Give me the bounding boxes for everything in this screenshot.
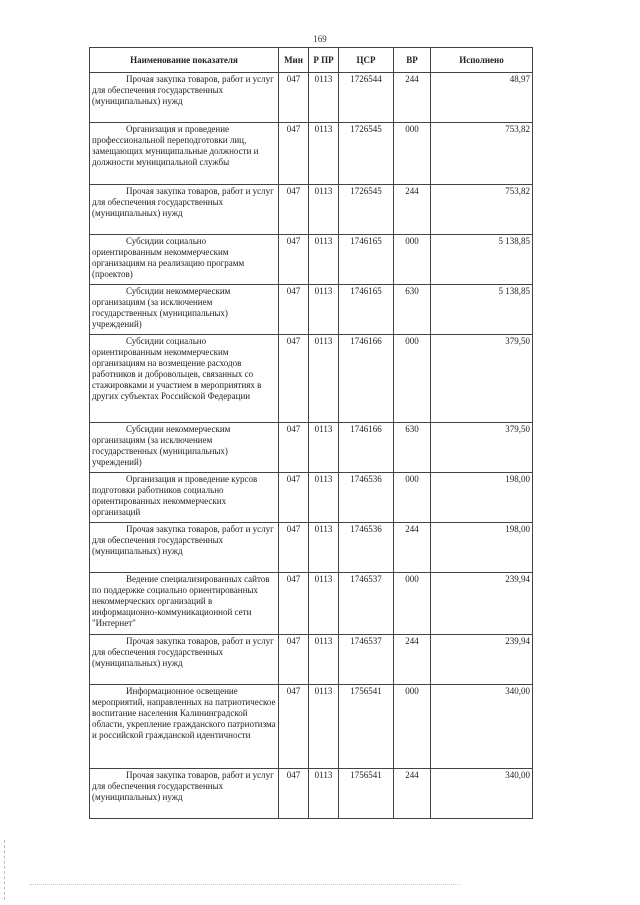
cell-csr: 1746166 — [339, 335, 394, 423]
cell-vr: 630 — [394, 423, 431, 473]
table-row — [90, 573, 533, 635]
indicator-text: Прочая закупка товаров, работ и услуг для обеспечения государственных (муниципальных) нужд — [92, 74, 274, 106]
cell-name — [90, 769, 279, 819]
indicator-text: Организация и проведение курсов подготовки работников социально ориентированных некоммерческих организаций — [92, 474, 258, 517]
cell-name — [90, 685, 279, 769]
cell-rpr: 0113 — [309, 285, 339, 335]
budget-execution-table — [89, 47, 533, 819]
scan-footer-noise — [30, 884, 460, 887]
header-vr: ВР — [394, 48, 431, 73]
cell-csr: 1726545 — [339, 123, 394, 185]
cell-name — [90, 185, 279, 235]
indicator-text: Прочая закупка товаров, работ и услуг для обеспечения государственных (муниципальных) нужд — [92, 770, 274, 802]
cell-name — [90, 573, 279, 635]
cell-min: 047 — [279, 123, 309, 185]
cell-csr: 1746165 — [339, 285, 394, 335]
indicator-text: Прочая закупка товаров, работ и услуг для обеспечения государственных (муниципальных) нужд — [92, 524, 274, 556]
table-row — [90, 235, 533, 285]
cell-name — [90, 285, 279, 335]
cell-min: 047 — [279, 285, 309, 335]
cell-vr: 244 — [394, 523, 431, 573]
cell-rpr: 0113 — [309, 573, 339, 635]
cell-csr: 1746537 — [339, 635, 394, 685]
cell-name — [90, 335, 279, 423]
cell-min: 047 — [279, 185, 309, 235]
cell-name — [90, 473, 279, 523]
table-row — [90, 423, 533, 473]
cell-vr: 000 — [394, 473, 431, 523]
header-name: Наименование показателя — [90, 48, 279, 73]
cell-csr: 1726544 — [339, 73, 394, 123]
cell-name — [90, 635, 279, 685]
cell-csr: 1746166 — [339, 423, 394, 473]
cell-vr: 244 — [394, 635, 431, 685]
table-row — [90, 523, 533, 573]
cell-rpr: 0113 — [309, 73, 339, 123]
indicator-text: Организация и проведение профессиональной переподготовки лиц, замещающих муниципальные должности и должности муниципальной службы — [92, 124, 259, 167]
cell-vr: 630 — [394, 285, 431, 335]
indicator-text: Субсидии некоммерческим организациям (за исключением государственных (муниципальных) учреждений) — [92, 286, 231, 329]
table-row — [90, 685, 533, 769]
cell-done: 198,00 — [431, 523, 533, 573]
cell-done: 753,82 — [431, 123, 533, 185]
cell-csr: 1756541 — [339, 685, 394, 769]
cell-done: 340,00 — [431, 769, 533, 819]
header-rpr: Р ПР — [309, 48, 339, 73]
cell-min: 047 — [279, 473, 309, 523]
cell-vr: 000 — [394, 335, 431, 423]
cell-done: 379,50 — [431, 423, 533, 473]
cell-name — [90, 73, 279, 123]
cell-min: 047 — [279, 573, 309, 635]
cell-vr: 000 — [394, 123, 431, 185]
cell-rpr: 0113 — [309, 335, 339, 423]
cell-csr: 1746165 — [339, 235, 394, 285]
cell-done: 5 138,85 — [431, 285, 533, 335]
header-csr: ЦСР — [339, 48, 394, 73]
table-row — [90, 335, 533, 423]
cell-name — [90, 423, 279, 473]
cell-rpr: 0113 — [309, 423, 339, 473]
cell-done: 340,00 — [431, 685, 533, 769]
cell-rpr: 0113 — [309, 185, 339, 235]
table-row — [90, 285, 533, 335]
cell-min: 047 — [279, 523, 309, 573]
cell-csr: 1746536 — [339, 473, 394, 523]
table-row — [90, 123, 533, 185]
cell-vr: 244 — [394, 185, 431, 235]
cell-rpr: 0113 — [309, 685, 339, 769]
cell-name — [90, 235, 279, 285]
indicator-text: Субсидии социально ориентированным некоммерческим организациям на реализацию программ (проектов) — [92, 236, 245, 279]
cell-vr: 000 — [394, 235, 431, 285]
table-body — [90, 73, 533, 819]
header-row — [90, 48, 533, 73]
cell-rpr: 0113 — [309, 523, 339, 573]
cell-min: 047 — [279, 635, 309, 685]
cell-done: 239,94 — [431, 573, 533, 635]
cell-csr: 1726545 — [339, 185, 394, 235]
cell-csr: 1746536 — [339, 523, 394, 573]
cell-done: 198,00 — [431, 473, 533, 523]
header-min: Мин — [279, 48, 309, 73]
indicator-text: Ведение специализированных сайтов по поддержке социально ориентированных некоммерческих организаций в информационно-коммуникационной сети "Интернет" — [92, 574, 270, 628]
header-done: Исполнено — [431, 48, 533, 73]
cell-rpr: 0113 — [309, 635, 339, 685]
cell-csr: 1756541 — [339, 769, 394, 819]
cell-min: 047 — [279, 423, 309, 473]
indicator-text: Прочая закупка товаров, работ и услуг для обеспечения государственных (муниципальных) нужд — [92, 636, 274, 668]
cell-done: 5 138,85 — [431, 235, 533, 285]
table-row — [90, 635, 533, 685]
cell-vr: 000 — [394, 685, 431, 769]
cell-vr: 000 — [394, 573, 431, 635]
cell-rpr: 0113 — [309, 769, 339, 819]
cell-name — [90, 523, 279, 573]
cell-done: 753,82 — [431, 185, 533, 235]
cell-vr: 244 — [394, 769, 431, 819]
cell-rpr: 0113 — [309, 235, 339, 285]
cell-name — [90, 123, 279, 185]
table-row — [90, 73, 533, 123]
cell-min: 047 — [279, 235, 309, 285]
cell-done: 379,50 — [431, 335, 533, 423]
table-row — [90, 185, 533, 235]
cell-vr: 244 — [394, 73, 431, 123]
cell-min: 047 — [279, 769, 309, 819]
cell-done: 239,94 — [431, 635, 533, 685]
cell-rpr: 0113 — [309, 123, 339, 185]
cell-csr: 1746537 — [339, 573, 394, 635]
indicator-text: Информационное освещение мероприятий, направленных на патриотическое воспитание населения Калининградской области, укрепление гражданского патриотизма и российской гражданской идентичности — [92, 686, 276, 740]
page-number: 169 — [313, 34, 327, 44]
table-header — [90, 48, 533, 73]
cell-min: 047 — [279, 73, 309, 123]
cell-min: 047 — [279, 685, 309, 769]
indicator-text: Субсидии некоммерческим организациям (за исключением государственных (муниципальных) учреждений) — [92, 424, 231, 467]
table-row — [90, 473, 533, 523]
scan-margin-marks — [4, 840, 6, 900]
indicator-text: Прочая закупка товаров, работ и услуг для обеспечения государственных (муниципальных) нужд — [92, 186, 274, 218]
cell-min: 047 — [279, 335, 309, 423]
cell-rpr: 0113 — [309, 473, 339, 523]
indicator-text: Субсидии социально ориентированным некоммерческим организациям на возмещение расходов работников и добровольцев, связанных со стажировками и участием в мероприятиях в других субъектах Российской Федерации — [92, 336, 262, 401]
cell-done: 48,97 — [431, 73, 533, 123]
table-row — [90, 769, 533, 819]
